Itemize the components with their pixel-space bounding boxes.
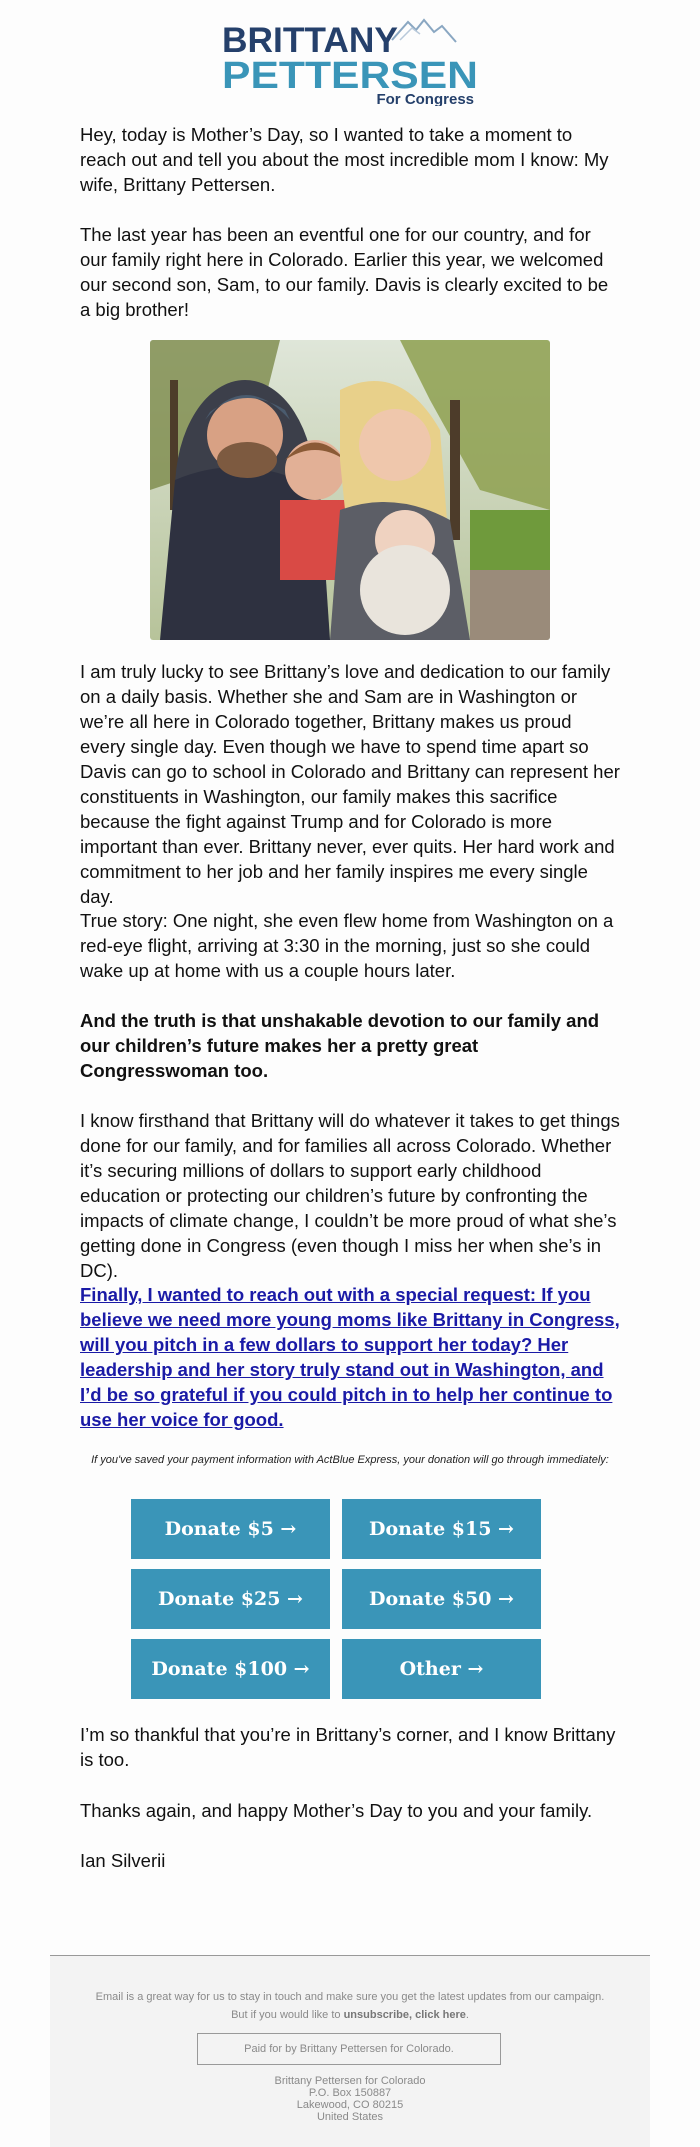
paid-for-disclaimer: Paid for by Brittany Pettersen for Colorado. xyxy=(197,2033,501,2065)
address-line: Brittany Pettersen for Colorado xyxy=(274,2075,426,2087)
mountain-icon xyxy=(392,20,456,42)
campaign-logo xyxy=(220,18,480,106)
donate-25-button[interactable]: Donate $25 → xyxy=(131,1569,330,1629)
family-photo xyxy=(150,340,550,640)
donation-request-link[interactable]: Finally, I wanted to reach out with a special request: If you believe we need more young moms like Brittany in Congress, will you pitch in a few dollars to support her today? Her leadership and her story truly stand out in Washington, and I’d be so grateful if you could pitch in to help her continue to use her voice for good. xyxy=(80,1284,620,1430)
signature: Ian Silverii xyxy=(80,1850,166,1871)
email-footer xyxy=(50,1955,650,2147)
closing-paragraph: Thanks again, and happy Mother’s Day to you and your family. xyxy=(80,1800,593,1821)
unsubscribe-link[interactable]: unsubscribe, click here xyxy=(343,2009,466,2021)
address-line: Lakewood, CO 80215 xyxy=(296,2099,404,2111)
family-news-paragraph: The last year has been an eventful one for our country, and for our family right here in Colorado. Earlier this year, we welcomed our second son, Sam, to our family. Davis is clearly excited to be a big brother! xyxy=(80,224,609,320)
address-line: P.O. Box 150887 xyxy=(308,2087,392,2099)
thanks-paragraph: I’m so thankful that you’re in Brittany’s corner, and I know Brittany is too. xyxy=(80,1724,616,1770)
actblue-express-note: If you've saved your payment information with ActBlue Express, your donation will go through immediately: xyxy=(91,1454,609,1466)
accomplishments-paragraph: I know firsthand that Brittany will do whatever it takes to get things done for our family, and for families all across Colorado. Whether it’s securing millions of dollars to support early childhood education or protecting our children’s future by confronting the impacts of climate change, I couldn’t be more proud of what she’s getting done in Congress (even though I miss her when she’s in DC). xyxy=(80,1110,620,1281)
logo-line2: PETTERSEN xyxy=(222,55,478,97)
dedication-paragraph: I am truly lucky to see Brittany’s love and dedication to our family on a daily basis. Whether she and Sam are in Washington or we’re all here in Colorado together, Brittany makes us proud every single day. Even though we have to spend time apart so Davis can go to school in Colorado and Brittany can represent her constituents in Washington, our family makes this sacrifice because the fight against Trump and for Colorado is more important than ever. Brittany never, ever quits. Her hard work and commitment to her job and her family inspires me every single day. xyxy=(80,661,620,907)
footer-address xyxy=(50,2075,650,2123)
donate-100-button[interactable]: Donate $100 → xyxy=(131,1639,330,1699)
footer-info-line: Email is a great way for us to stay in touch and make sure you get the latest updates from our campaign. xyxy=(95,1991,605,2003)
donate-50-button[interactable]: Donate $50 → xyxy=(342,1569,541,1629)
address-line: United States xyxy=(316,2111,384,2123)
footer-unsubscribe-line xyxy=(50,2006,650,2024)
donate-15-button[interactable]: Donate $15 → xyxy=(342,1499,541,1559)
logo-line3: For Congress xyxy=(376,91,474,106)
footer-unsubscribe-prefix: But if you would like to xyxy=(231,2009,341,2021)
intro-paragraph: Hey, today is Mother’s Day, so I wanted to take a moment to reach out and tell you about the most incredible mom I know: My wife, Brittany Pettersen. xyxy=(80,124,609,195)
footer-unsubscribe-suffix: . xyxy=(465,2009,469,2021)
story-paragraph: True story: One night, she even flew home from Washington on a red-eye flight, arriving at 3:30 in the morning, just so she could wake up at home with us a couple hours later. xyxy=(80,910,614,981)
donate-5-button[interactable]: Donate $5 → xyxy=(131,1499,330,1559)
donate-other-button[interactable]: Other → xyxy=(342,1639,541,1699)
devotion-paragraph: And the truth is that unshakable devotion to our family and our children’s future makes her a pretty great Congresswoman too. xyxy=(80,1010,600,1081)
logo-line1: BRITTANY xyxy=(222,21,398,60)
